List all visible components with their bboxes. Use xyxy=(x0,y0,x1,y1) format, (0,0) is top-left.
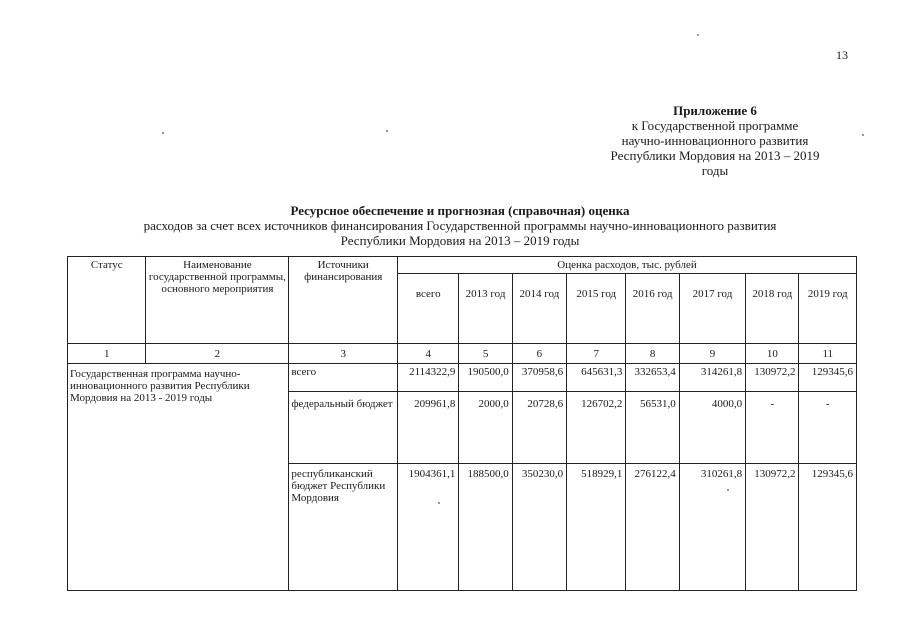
value-cell: 276122,4 xyxy=(626,464,679,591)
value-cell: 370958,6 xyxy=(512,364,566,392)
heading-subtitle-2: Республики Мордовия на 2013 – 2019 годы xyxy=(340,233,580,248)
header-name: Наименование государственной программы, основного мероприятия xyxy=(146,257,289,344)
document-heading xyxy=(60,203,860,248)
column-number: 9 xyxy=(679,344,745,364)
value-cell: 130972,2 xyxy=(746,464,799,591)
scan-speck xyxy=(162,132,164,134)
column-number-row xyxy=(68,344,857,364)
appendix-line: научно-инновационного развития xyxy=(621,133,809,148)
scan-speck xyxy=(386,130,388,132)
header-estimate: Оценка расходов, тыс. рублей xyxy=(398,257,857,274)
value-cell: 350230,0 xyxy=(512,464,566,591)
header-year: 2013 год xyxy=(459,274,512,344)
value-cell: 518929,1 xyxy=(567,464,626,591)
value-cell: 332653,4 xyxy=(626,364,679,392)
column-number: 1 xyxy=(68,344,146,364)
column-number: 6 xyxy=(512,344,566,364)
value-cell: 188500,0 xyxy=(459,464,512,591)
column-number: 7 xyxy=(567,344,626,364)
header-sources: Источники финансирования xyxy=(289,257,398,344)
appendix-line: годы xyxy=(701,163,729,178)
header-year: 2018 год xyxy=(746,274,799,344)
scan-speck xyxy=(727,489,729,491)
table-row xyxy=(68,364,857,392)
value-cell: 209961,8 xyxy=(398,392,459,464)
column-number: 10 xyxy=(746,344,799,364)
header-year: 2017 год xyxy=(679,274,745,344)
value-cell: 2000,0 xyxy=(459,392,512,464)
value-cell: 20728,6 xyxy=(512,392,566,464)
value-cell: 2114322,9 xyxy=(398,364,459,392)
column-number: 8 xyxy=(626,344,679,364)
value-cell: 4000,0 xyxy=(679,392,745,464)
header-row xyxy=(68,257,857,274)
column-number: 2 xyxy=(146,344,289,364)
source-cell: республиканский бюджет Республики Мордовия xyxy=(289,464,398,591)
value-cell: 56531,0 xyxy=(626,392,679,464)
value-cell: 130972,2 xyxy=(746,364,799,392)
scan-speck xyxy=(438,502,440,504)
header-year: 2014 год xyxy=(512,274,566,344)
source-cell: всего xyxy=(289,364,398,392)
header-year: 2019 год xyxy=(799,274,857,344)
source-cell: федеральный бюджет xyxy=(289,392,398,464)
value-cell: - xyxy=(799,392,857,464)
value-cell: 310261,8 xyxy=(679,464,745,591)
column-number: 3 xyxy=(289,344,398,364)
value-cell: 190500,0 xyxy=(459,364,512,392)
value-cell: 314261,8 xyxy=(679,364,745,392)
appendix-title: Приложение 6 xyxy=(673,103,757,118)
heading-subtitle: расходов за счет всех источников финансирования Государственной программы научно-инновационного развития xyxy=(143,218,777,233)
value-cell: 129345,6 xyxy=(799,364,857,392)
value-cell: 126702,2 xyxy=(567,392,626,464)
value-cell: 645631,3 xyxy=(567,364,626,392)
heading-title: Ресурсное обеспечение и прогнозная (справочная) оценка xyxy=(290,203,630,218)
header-year: 2016 год xyxy=(626,274,679,344)
column-number: 4 xyxy=(398,344,459,364)
header-year: 2015 год xyxy=(567,274,626,344)
value-cell: - xyxy=(746,392,799,464)
value-cell: 129345,6 xyxy=(799,464,857,591)
value-cell: 1904361,1 xyxy=(398,464,459,591)
column-number: 11 xyxy=(799,344,857,364)
column-number: 5 xyxy=(459,344,512,364)
appendix-block xyxy=(590,103,840,178)
scan-speck xyxy=(697,34,699,36)
header-year: всего xyxy=(398,274,459,344)
program-name-cell: Государственная программа научно-инновационного развития Республики Мордовия на 2013 - 2019 годы xyxy=(68,364,289,591)
header-status: Статус xyxy=(68,257,146,344)
appendix-line: к Государственной программе xyxy=(631,118,799,133)
page-number: 13 xyxy=(836,48,848,62)
finance-table xyxy=(67,256,857,591)
scan-speck xyxy=(862,134,864,136)
appendix-line: Республики Мордовия на 2013 – 2019 xyxy=(610,148,820,163)
